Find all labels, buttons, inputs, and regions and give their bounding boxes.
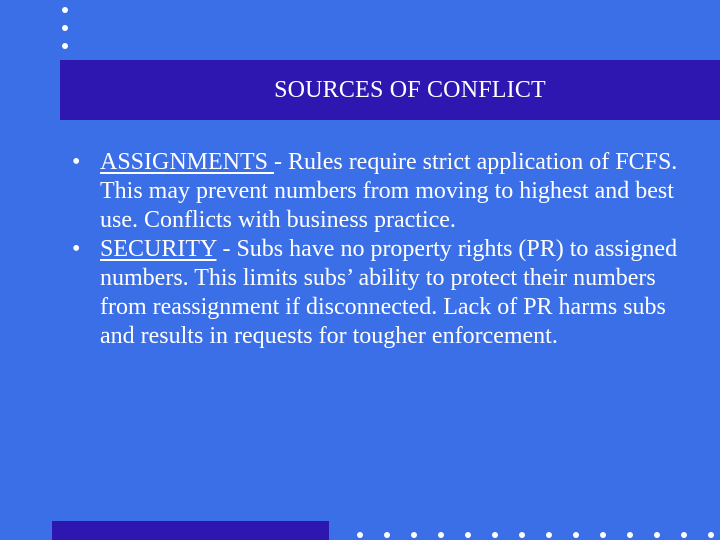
decorative-dot <box>654 532 660 538</box>
decorative-dot <box>411 532 417 538</box>
decorative-dot <box>465 532 471 538</box>
decorative-dot <box>546 532 552 538</box>
bullet-term: SECURITY <box>100 236 217 262</box>
decorative-dot <box>573 532 579 538</box>
bottom-band <box>52 521 329 540</box>
bullet-term: ASSIGNMENTS <box>100 149 275 175</box>
bullet-text: - Rules require strict application of FCFS. This may prevent numbers from moving to highest and best use. Conflicts with business practice. <box>100 149 678 233</box>
bullet-list <box>72 148 692 351</box>
bullet-marker: • <box>72 236 81 262</box>
decorative-dot <box>519 532 525 538</box>
title-band <box>60 60 720 120</box>
slide-title: SOURCES OF CONFLICT <box>274 77 546 103</box>
decorative-dot <box>62 25 68 31</box>
bullet-marker: • <box>72 149 81 175</box>
decorative-dot <box>62 43 68 49</box>
bullet-item-assignments <box>72 148 692 235</box>
decorative-dot <box>627 532 633 538</box>
decorative-dot <box>438 532 444 538</box>
bullet-text: - Subs have no property rights (PR) to assigned numbers. This limits subs’ ability to protect their numbers from reassignment if disconnected. Lack of PR harms subs and results in requests for tougher enforcement. <box>100 236 678 349</box>
bullet-item-security <box>72 235 692 351</box>
decorative-dot <box>600 532 606 538</box>
decorative-dot <box>62 7 68 13</box>
decorative-dot <box>492 532 498 538</box>
decorative-dot <box>681 532 687 538</box>
decorative-dot <box>708 532 714 538</box>
decorative-dot <box>357 532 363 538</box>
decorative-dot <box>384 532 390 538</box>
